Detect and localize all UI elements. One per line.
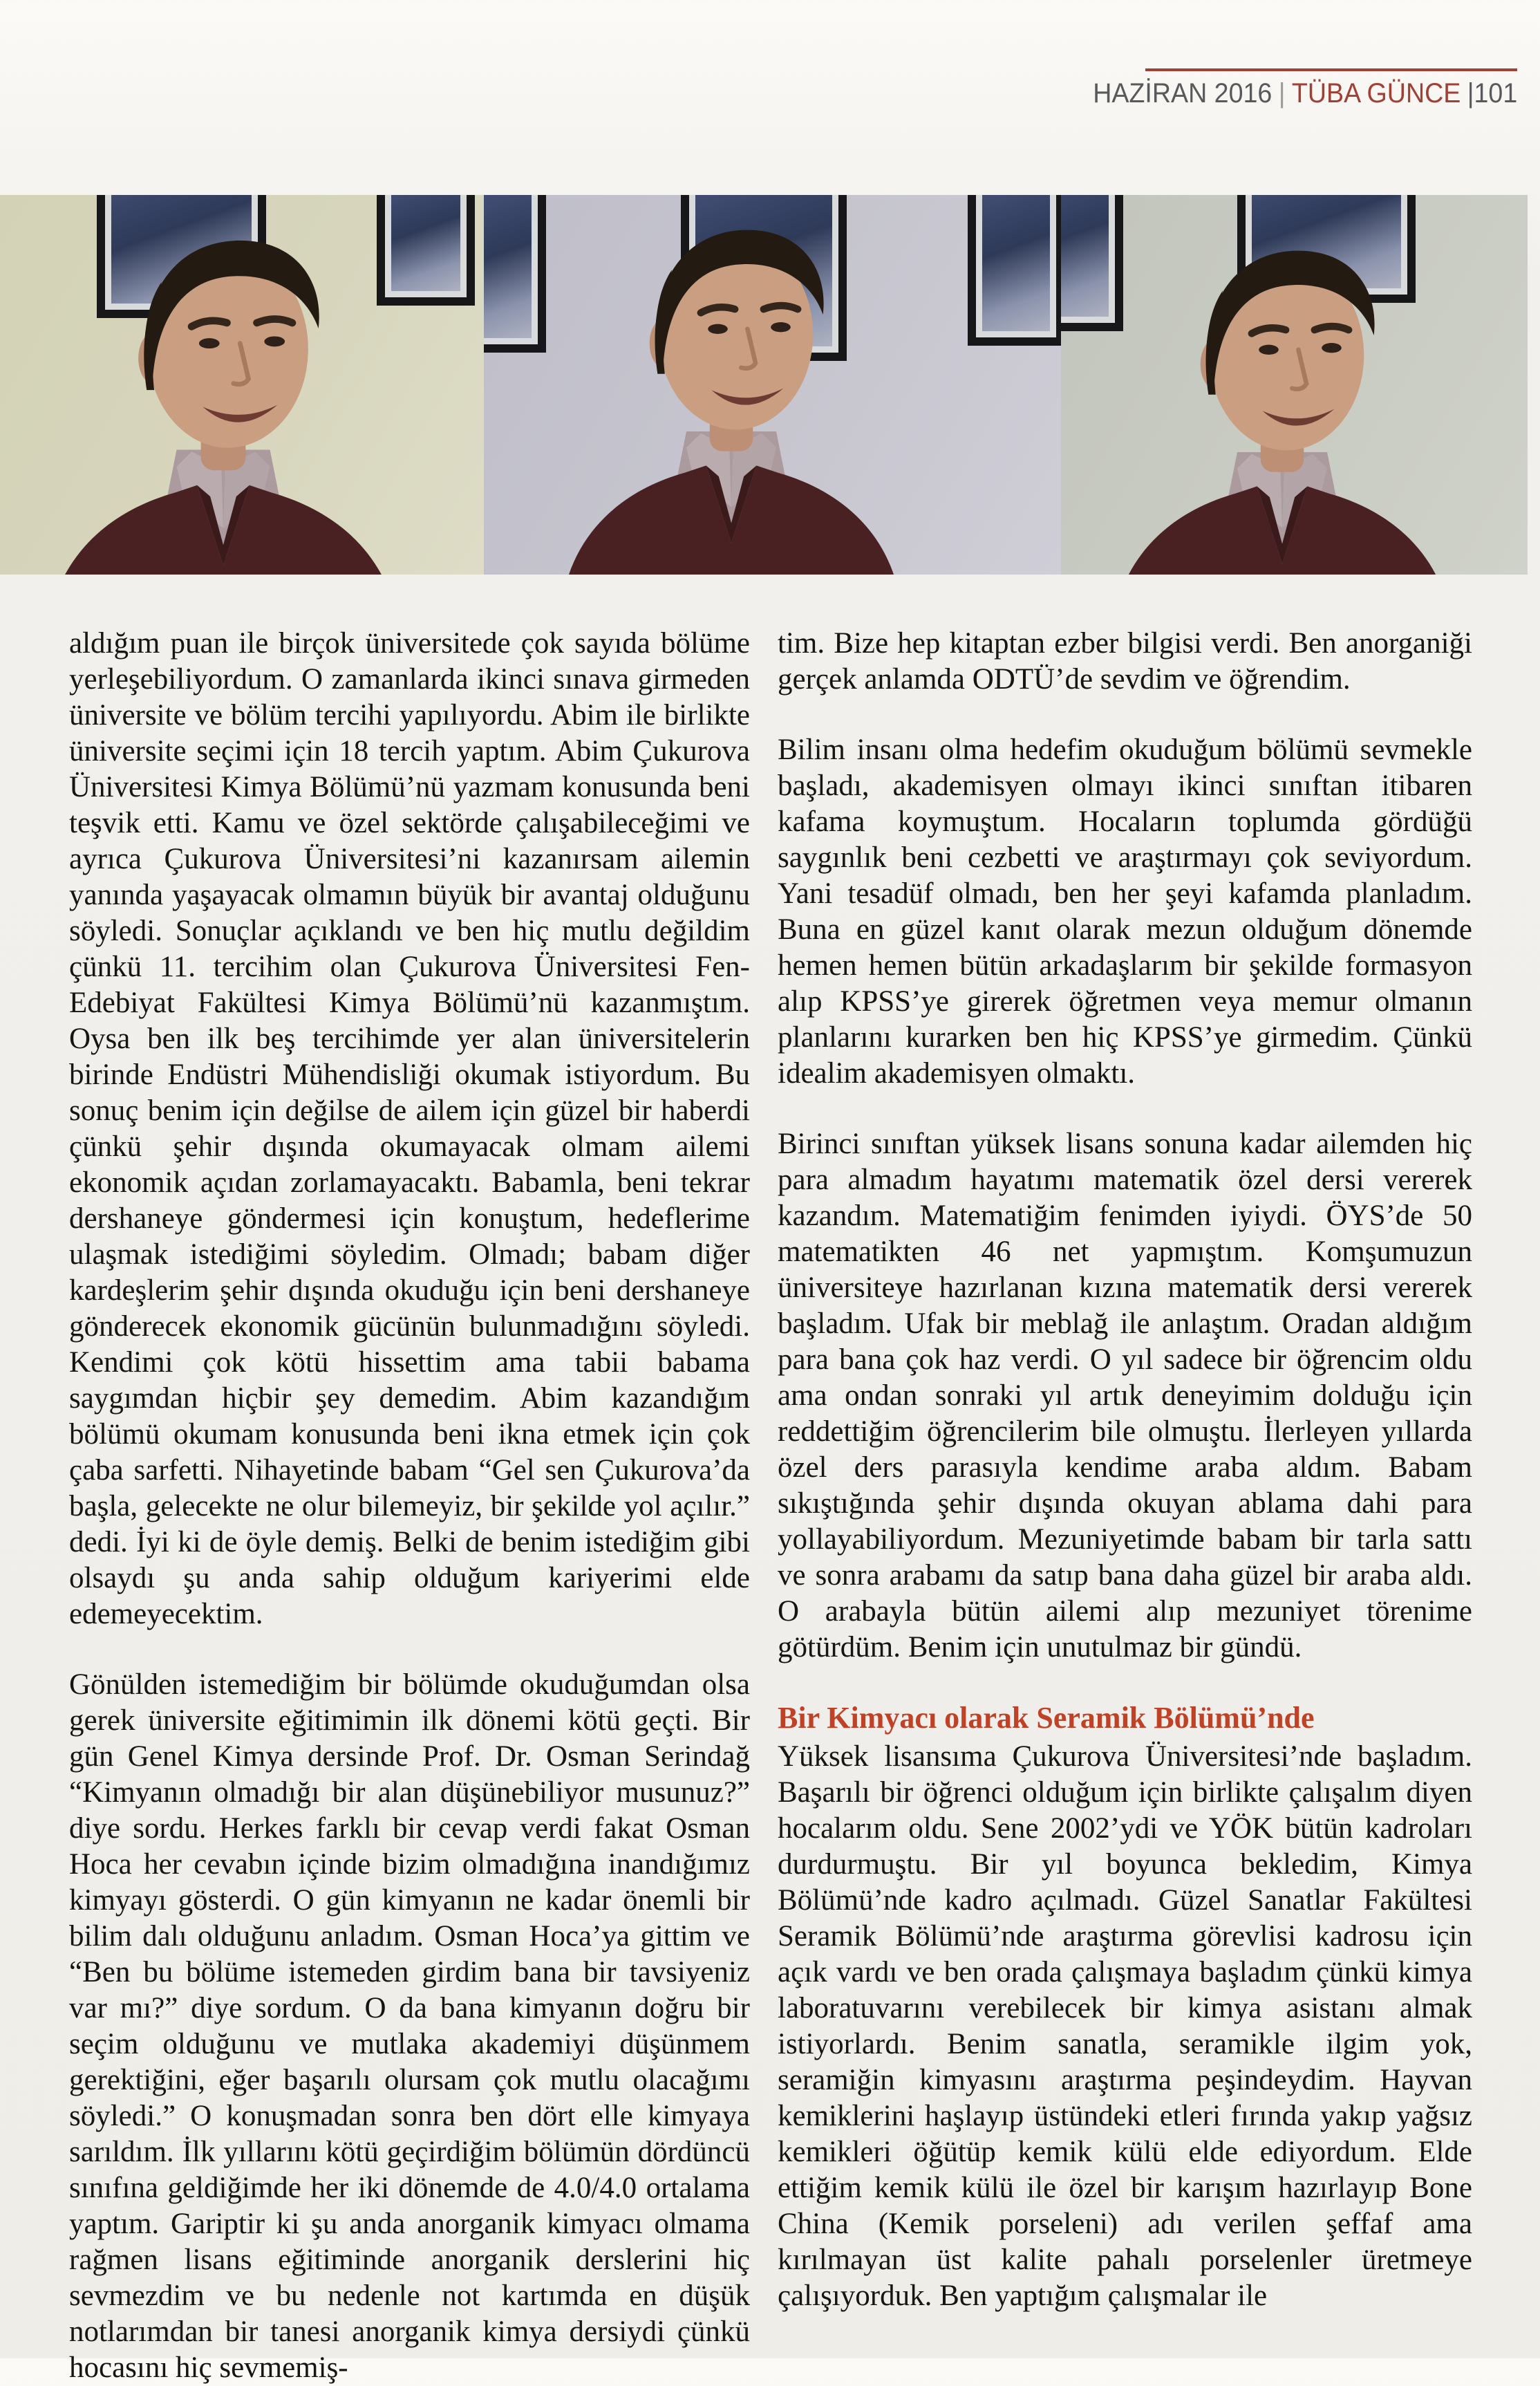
article-paragraph: Gönülden istemediğim bir bölümde okuduğumdan olsa gerek üniversite eğitimimin ilk dönemi kötü geçti. Bir gün Genel Kimya dersinde Prof. Dr. Osman Serindağ “Kimyanın olmadığı bir alan düşünebiliyor musunuz?” diye sordu. Herkes farklı bir cevap verdi fakat Osman Hoca her cevabın içinde bizim olmadığına inandığımız kimyayı gösterdi. O gün kimyanın ne kadar önemli bir bilim dalı olduğunu anladım. Osman Hoca’ya gittim ve “Ben bu bölüme istemeden girdim bana bir tavsiyeniz var mı?” diye sordum. O da bana kimyanın doğru bir seçim olduğunu ve mutlaka akademiyi düşünmem gerektiğini, eğer başarılı olursam çok mutlu olacağımı söyledi.” O konuşmadan sonra ben dört elle kimyaya sarıldım. İlk yıllarını kötü geçirdiğim bölümün dördüncü sınıfına geldiğimde her iki dönemde de 4.0/4.0 ortalama yaptım. Gariptir ki şu anda anorganik kimyacı olmama rağmen lisans eğitiminde anorganik derslerini hiç sevmezdim ve bu nedenle not kartımda en düşük notlarımdan bir tanesi anorganik kimya dersiydi çünkü hocasını hiç sevmemiş- bbox=[69, 1668, 750, 2384]
magazine-header bbox=[1093, 77, 1517, 109]
wall-photo-frame bbox=[968, 195, 1061, 346]
header-page-number: |101 bbox=[1467, 78, 1517, 109]
interview-photo-3 bbox=[1061, 195, 1528, 575]
interview-subject bbox=[552, 207, 911, 575]
article-paragraph: tim. Bize hep kitaptan ezber bilgisi verdi. Ben anorganiği gerçek anlamda ODTÜ’de sevdim ve öğrendim. bbox=[778, 627, 1472, 696]
interview-photo-1 bbox=[0, 195, 484, 575]
section-heading: Bir Kimyacı olarak Seramik Bölümü’nde bbox=[778, 1701, 1315, 1735]
left-column bbox=[69, 626, 750, 2386]
header-rule bbox=[1145, 68, 1517, 71]
header-separator: | bbox=[1278, 78, 1286, 109]
header-issue-date: HAZİRAN 2016 bbox=[1092, 78, 1273, 109]
article-paragraph: Yüksek lisansıma Çukurova Üniversitesi’nde başladım. Başarılı bir öğrenci olduğum için birlikte çalışalım diyen hocalarım oldu. Sene 2002’ydi ve YÖK bütün kadroları durdurmuştu. Bir yıl boyunca bekledim, Kimya Bölümü’nde kadro açılmadı. Güzel Sanatlar Fakültesi Seramik Bölümü’nde araştırma görevlisi kadrosu için açık vardı ve ben orada çalışmaya başladım çünkü kimya laboratuvarını verebilecek bir kimya asistanı almak istiyorlardı. Benim sanatla, seramikle ilgim yok, seramiğin kimyasını araştırma peşindeydim. Hayvan kemiklerini haşlayıp üstündeki etleri fırında yakıp yağsız kemikleri öğütüp kemik külü elde ediyordum. Elde ettiğim kemik külü ile özel bir karışım hazırlayıp Bone China (Kemik porseleni) adı verilen şeffaf ama kırılmayan üst kalite pahalı porselenler üretmeye çalışıyorduk. Ben yaptığım çalışmalar ile bbox=[778, 1740, 1472, 2312]
interview-photo-2 bbox=[484, 195, 1061, 575]
right-column bbox=[778, 626, 1472, 2314]
photo-strip bbox=[0, 195, 1528, 575]
article-paragraph: Bilim insanı olma hedefim okuduğum bölümü sevmekle başladı, akademisyen olmayı ikinci sınıftan itibaren kafama koymuştum. Hocaların toplumda gördüğü saygınlık beni cezbetti ve araştırmayı çok seviyordum. Yani tesadüf olmadı, ben her şeyi kafamda planladım. Buna en güzel kanıt olarak mezun olduğum dönemde hemen hemen bütün arkadaşlarım bir şekilde formasyon alıp KPSS’ye girerek öğretmen veya memur olmanın planlarını kurarken ben hiç KPSS’ye girmedim. Çünkü idealim akademisyen olmaktı. bbox=[778, 734, 1472, 1090]
wall-photo-frame bbox=[484, 195, 546, 353]
interview-subject bbox=[37, 216, 410, 575]
header-magazine-title: TÜBA GÜNCE bbox=[1291, 78, 1461, 109]
interview-subject bbox=[1102, 227, 1462, 575]
article-paragraph: Birinci sınıftan yüksek lisans sonuna kadar ailemden hiç para almadım hayatımı matematik özel dersi vererek kazandım. Matematiğim fenimden iyiydi. ÖYS’de 50 matematikten 46 net yapmıştım. Komşumuzun üniversiteye hazırlanan kızına matematik dersi vererek başladım. Ufak bir meblağ ile anlaştım. Oradan aldığım para bana çok haz verdi. O yıl sadece bir öğrencim oldu ama ondan sonraki yıl artık deneyimim dolduğu için reddettiğim öğrencilerim bile olmuştu. İlerleyen yıllarda özel ders parasıyla kendime araba aldım. Babam sıkıştığında şehir dışında okuyan ablama dahi para yollayabiliyordum. Mezuniyetimde babam bir tarla sattı ve sonra arabamı da satıp bana daha güzel bir araba aldı. O arabayla bütün ailemi alıp mezuniyet törenime götürdüm. Benim için unutulmaz bir gündü. bbox=[778, 1128, 1472, 1663]
article-paragraph: aldığım puan ile birçok üniversitede çok sayıda bölüme yerleşebiliyordum. O zamanlarda ikinci sınava girmeden üniversite ve bölüm tercihi yapılıyordu. Abim ile birlikte üniversite seçimi için 18 tercih yaptım. Abim Çukurova Üniversitesi Kimya Bölümü’nü yazmam konusunda beni teşvik etti. Kamu ve özel sektörde çalışabileceğimi ve ayrıca Çukurova Üniversitesi’ni kazanırsam ailemin yanında yaşayacak olmamın büyük bir avantaj olduğunu söyledi. Sonuçlar açıklandı ve ben hiç mutlu değildim çünkü 11. tercihim olan Çukurova Üniversitesi Fen-Edebiyat Fakültesi Kimya Bölümü’nü kazanmıştım. Oysa ben ilk beş tercihimde yer alan üniversitelerin birinde Endüstri Mühendisliği okumak istiyordum. Bu sonuç benim için değilse de ailem için güzel bir haberdi çünkü şehir dışında okumayacak olmam ailemi ekonomik açıdan zorlamayacaktı. Babamla, beni tekrar dershaneye göndermesi için konuştum, hedeflerime ulaşmak istediğimi söyledim. Olmadı; babam diğer kardeşlerim şehir dışında okuduğu için beni dershaneye gönderecek ekonomik gücünün bulunmadığını söyledi. Kendimi çok kötü hissettim ama tabii babama saygımdan hiçbir şey demedim. Abim kazandığım bölümü okumam konusunda beni ikna etmek için çok çaba sarfetti. Nihayetinde babam “Gel sen Çukurova’da başla, gelecekte ne olur bilemeyiz, bir şekilde yol açılır.” dedi. İyi ki de öyle demiş. Belki de benim istediğim gibi olsaydı şu anda sahip olduğum kariyerimi elde edemeyecektim. bbox=[69, 627, 750, 1630]
